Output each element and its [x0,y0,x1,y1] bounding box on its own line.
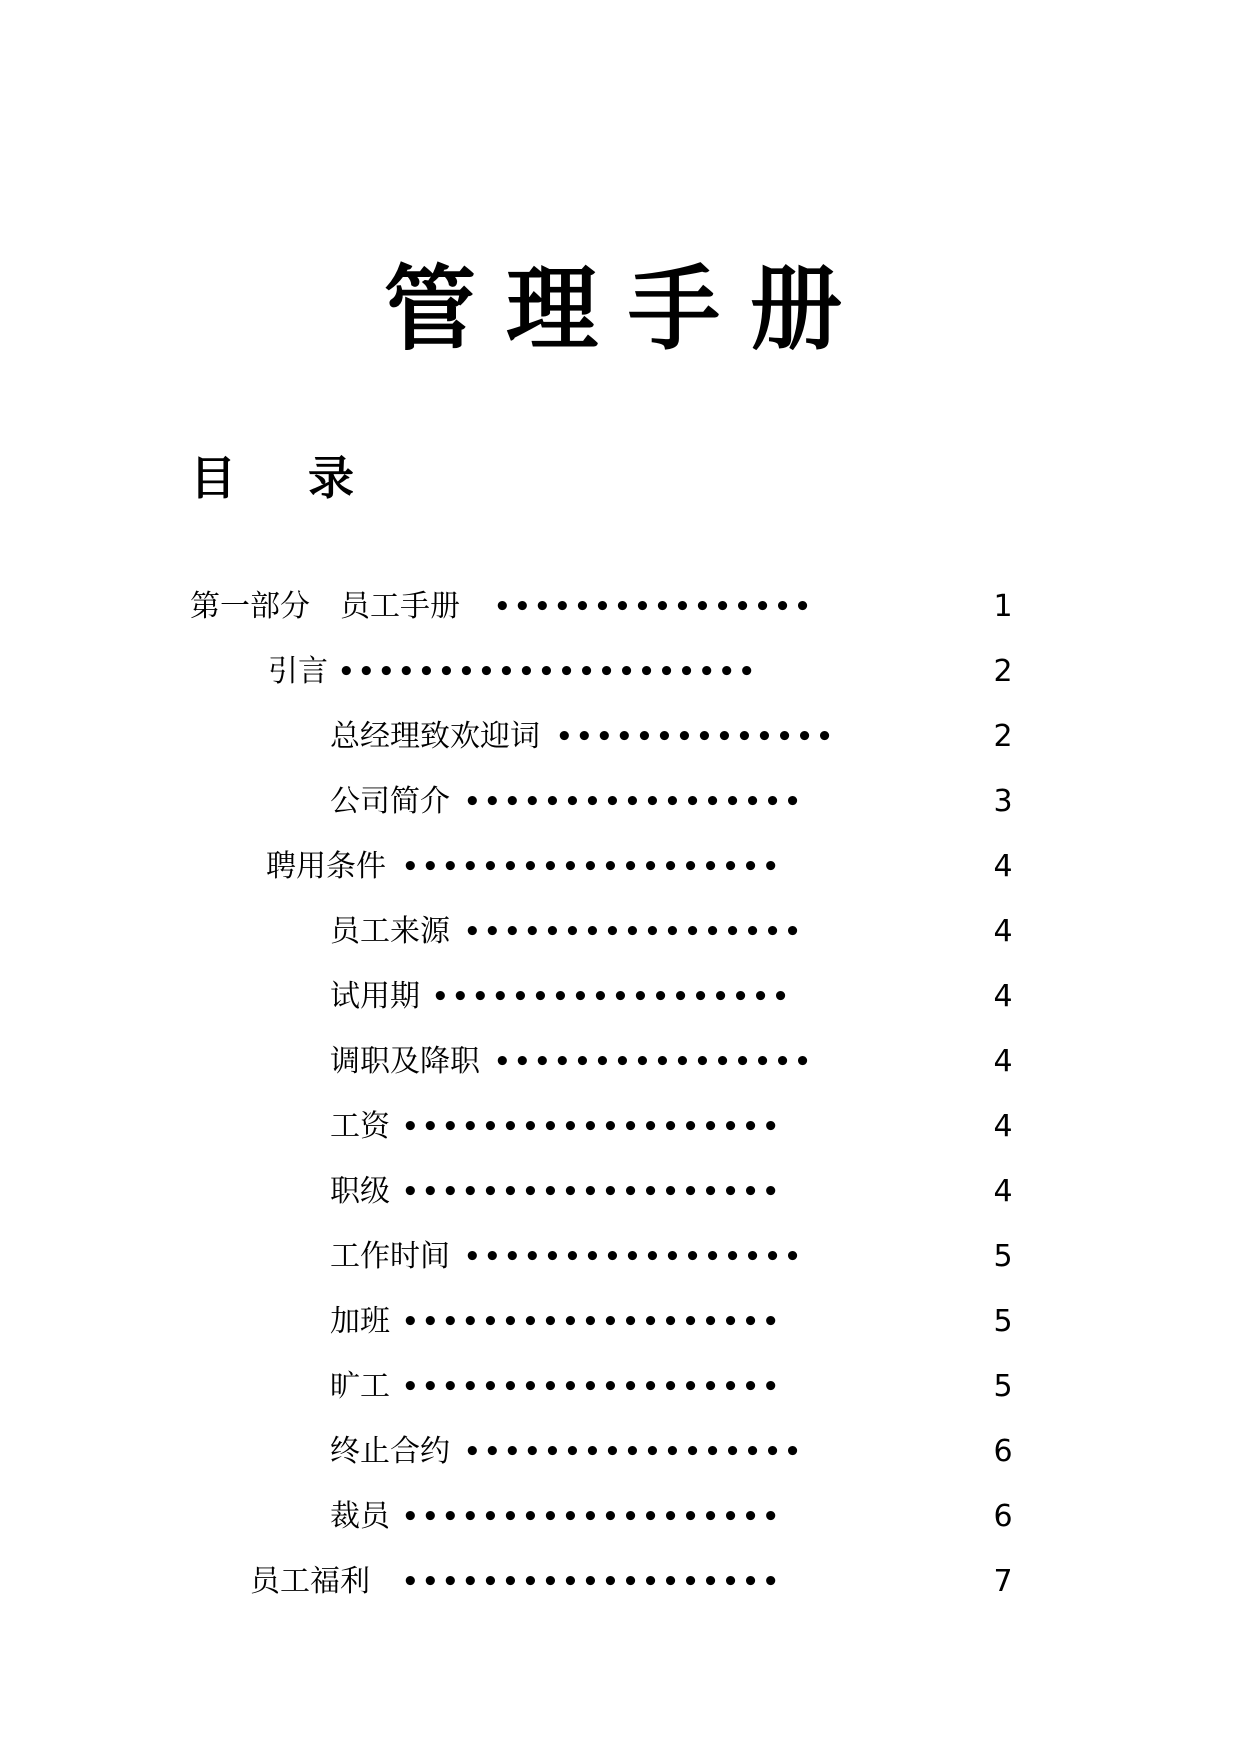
toc-entry-leader: ••••••••••••••••• [464,917,805,947]
toc-entry-page: 5 [993,1239,1013,1274]
toc-entry-page: 5 [993,1304,1013,1339]
toc-entry-label: 第一部分 员工手册 [190,589,460,624]
toc-entry-page: 5 [993,1369,1013,1404]
toc-entry-leader: •••••••••••••• [556,722,837,752]
toc-entry-label: 员工来源 [330,914,450,949]
toc-entry-page: 3 [993,784,1013,819]
toc-entry-leader: ••••••••••••••••• [464,787,805,817]
toc-entry[interactable] [0,1105,1241,1149]
toc-entry-label: 加班 [330,1304,390,1339]
toc-entry[interactable] [0,1040,1241,1084]
toc-entry-page: 4 [993,979,1013,1014]
toc-heading-char-1: 目 [190,451,236,505]
toc-entry-label: 工资 [330,1109,390,1144]
toc-entry[interactable] [0,1300,1241,1344]
toc-entry-leader: ••••••••••••••••••••• [338,657,759,687]
document-title: 管理手册 [383,256,872,363]
toc-entry[interactable] [0,715,1241,759]
toc-entry-page: 4 [993,1044,1013,1079]
toc-entry-leader: ••••••••••••••••••• [402,1112,783,1142]
toc-entry-leader: ••••••••••••••••••• [402,1567,783,1597]
toc-entry-leader: ••••••••••••••••••• [402,1502,783,1532]
toc-entry[interactable] [0,1495,1241,1539]
toc-entry-label: 职级 [330,1174,390,1209]
toc-entry[interactable] [0,1430,1241,1474]
toc-entry-label: 引言 [268,654,328,689]
toc-heading-char-2: 录 [308,451,354,505]
toc-entry-label: 公司简介 [330,784,450,819]
toc-entry-page: 1 [993,589,1013,624]
toc-entry-leader: ••••••••••••••••• [464,1242,805,1272]
toc-entry[interactable] [0,1235,1241,1279]
toc-entry-label: 试用期 [330,979,420,1014]
toc-entry-page: 7 [993,1564,1013,1599]
toc-entry-page: 4 [993,849,1013,884]
toc-entry-label: 调职及降职 [330,1044,480,1079]
toc-entry-leader: •••••••••••••••••• [432,982,793,1012]
toc-entry-page: 6 [993,1499,1013,1534]
toc-entry[interactable] [0,1365,1241,1409]
toc-entry-label: 工作时间 [330,1239,450,1274]
toc-entry-label: 员工福利 [250,1564,370,1599]
toc-entry-label: 旷工 [330,1369,390,1404]
toc-entry-page: 2 [993,719,1013,754]
toc-entry-label: 裁员 [330,1499,390,1534]
toc-entry[interactable] [0,1170,1241,1214]
toc-entry[interactable] [0,1560,1241,1604]
toc-entry-label: 聘用条件 [266,849,386,884]
toc-entry-page: 2 [993,654,1013,689]
toc-entry[interactable] [0,975,1241,1019]
toc-entry-page: 4 [993,1174,1013,1209]
toc-heading [190,450,354,506]
toc-entry-leader: ••••••••••••••••••• [402,1307,783,1337]
toc-entry-label: 总经理致欢迎词 [330,719,540,754]
toc-entry-page: 4 [993,1109,1013,1144]
toc-entry[interactable] [0,910,1241,954]
toc-entry-label: 终止合约 [330,1434,450,1469]
toc-entry-page: 4 [993,914,1013,949]
toc-entry[interactable] [0,650,1241,694]
toc-entry-leader: ••••••••••••••••• [464,1437,805,1467]
toc-entry-leader: ••••••••••••••••••• [402,1177,783,1207]
toc-entry[interactable] [0,585,1241,629]
toc-entry-leader: •••••••••••••••• [494,1047,815,1077]
toc-entry[interactable] [0,780,1241,824]
toc-entry-leader: •••••••••••••••• [494,592,815,622]
toc-entry-leader: ••••••••••••••••••• [402,852,783,882]
toc-entry-page: 6 [993,1434,1013,1469]
toc-entry[interactable] [0,845,1241,889]
toc-entry-leader: ••••••••••••••••••• [402,1372,783,1402]
